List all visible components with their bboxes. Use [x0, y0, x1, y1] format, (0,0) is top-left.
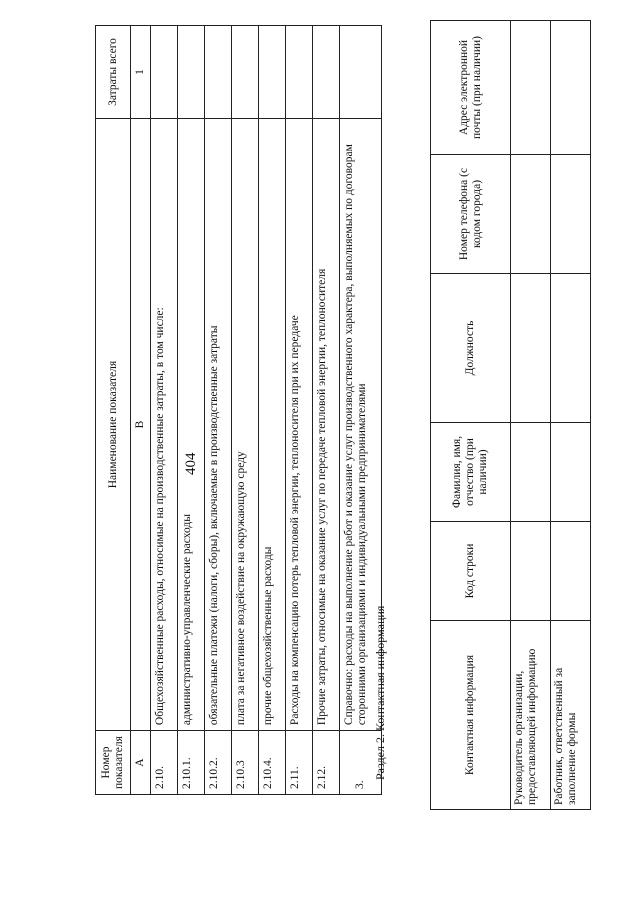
table-row — [178, 26, 205, 795]
row-name: Справочно: расходы на выполнение работ и оказание услуг производственного характера, выполняемых по договорам сторонними организациями и индивидуальными предпринимателями — [340, 119, 382, 731]
table-row — [551, 21, 591, 810]
row-name: Общехозяйственные расходы, относимые на производственные затраты, в том числе: — [151, 119, 178, 731]
column-header: Контактная информация — [431, 621, 511, 810]
row-name: административно-управленческие расходы — [178, 119, 205, 731]
row-value — [232, 26, 259, 119]
section-title: Раздел 2. Контактная информация — [373, 605, 387, 780]
row-fullname — [511, 423, 551, 522]
row-position — [551, 274, 591, 423]
row-phone — [551, 155, 591, 274]
row-value — [178, 26, 205, 119]
row-number: 2.12. — [313, 731, 340, 795]
row-number: 2.10.2. — [205, 731, 232, 795]
row-value — [340, 26, 382, 119]
row-email — [551, 21, 591, 155]
table-header-row — [96, 26, 131, 795]
table-header-row — [431, 21, 511, 810]
table-row — [313, 26, 340, 795]
table-row — [151, 26, 178, 795]
row-name: Прочие затраты, относимые на оказание услуг по передаче тепловой энергии, теплоносителя — [313, 119, 340, 731]
column-header: Затраты всего — [96, 26, 131, 119]
row-code — [511, 522, 551, 621]
row-value — [286, 26, 313, 119]
column-header: Фамилия, имя, отчество (при наличии) — [431, 423, 511, 522]
row-name: обязательные платежи (налоги, сборы), включаемые в производственные затраты — [205, 119, 232, 731]
table-row — [286, 26, 313, 795]
row-number: 2.11. — [286, 731, 313, 795]
row-number: 2.10.3 — [232, 731, 259, 795]
row-value — [151, 26, 178, 119]
column-header: Должность — [431, 274, 511, 423]
row-name: прочие общехозяйственные расходы — [259, 119, 286, 731]
row-value — [205, 26, 232, 119]
table-subheader-row — [131, 26, 151, 795]
row-email — [511, 21, 551, 155]
cost-indicators-table — [95, 25, 382, 795]
column-header: Адрес электронной почты (при наличии) — [431, 21, 511, 155]
row-value — [259, 26, 286, 119]
table-row — [511, 21, 551, 810]
row-code — [551, 522, 591, 621]
column-subheader: А — [131, 731, 151, 795]
column-subheader: В — [131, 119, 151, 731]
page-number: 404 — [183, 452, 199, 475]
row-fullname — [551, 423, 591, 522]
table-row — [205, 26, 232, 795]
table-row — [259, 26, 286, 795]
row-number: 3. — [340, 731, 382, 795]
row-value — [313, 26, 340, 119]
row-number: 2.10.4. — [259, 731, 286, 795]
column-header: Наименование показателя — [96, 119, 131, 731]
row-phone — [511, 155, 551, 274]
contact-info-table — [430, 20, 591, 810]
table-row — [232, 26, 259, 795]
column-header: Код строки — [431, 522, 511, 621]
column-header: Номер показателя — [96, 731, 131, 795]
column-header: Номер телефона (с кодом города) — [431, 155, 511, 274]
contact-label: Руководитель организации, предоставляющей информацию — [511, 621, 551, 810]
contact-label: Работник, ответственный за заполнение формы — [551, 621, 591, 810]
row-name: Расходы на компенсацию потерь тепловой энергии, теплоносителя при их передаче — [286, 119, 313, 731]
column-subheader: 1 — [131, 26, 151, 119]
row-number: 2.10.1. — [178, 731, 205, 795]
row-position — [511, 274, 551, 423]
row-name: плата за негативное воздействие на окружающую среду — [232, 119, 259, 731]
row-number: 2.10. — [151, 731, 178, 795]
